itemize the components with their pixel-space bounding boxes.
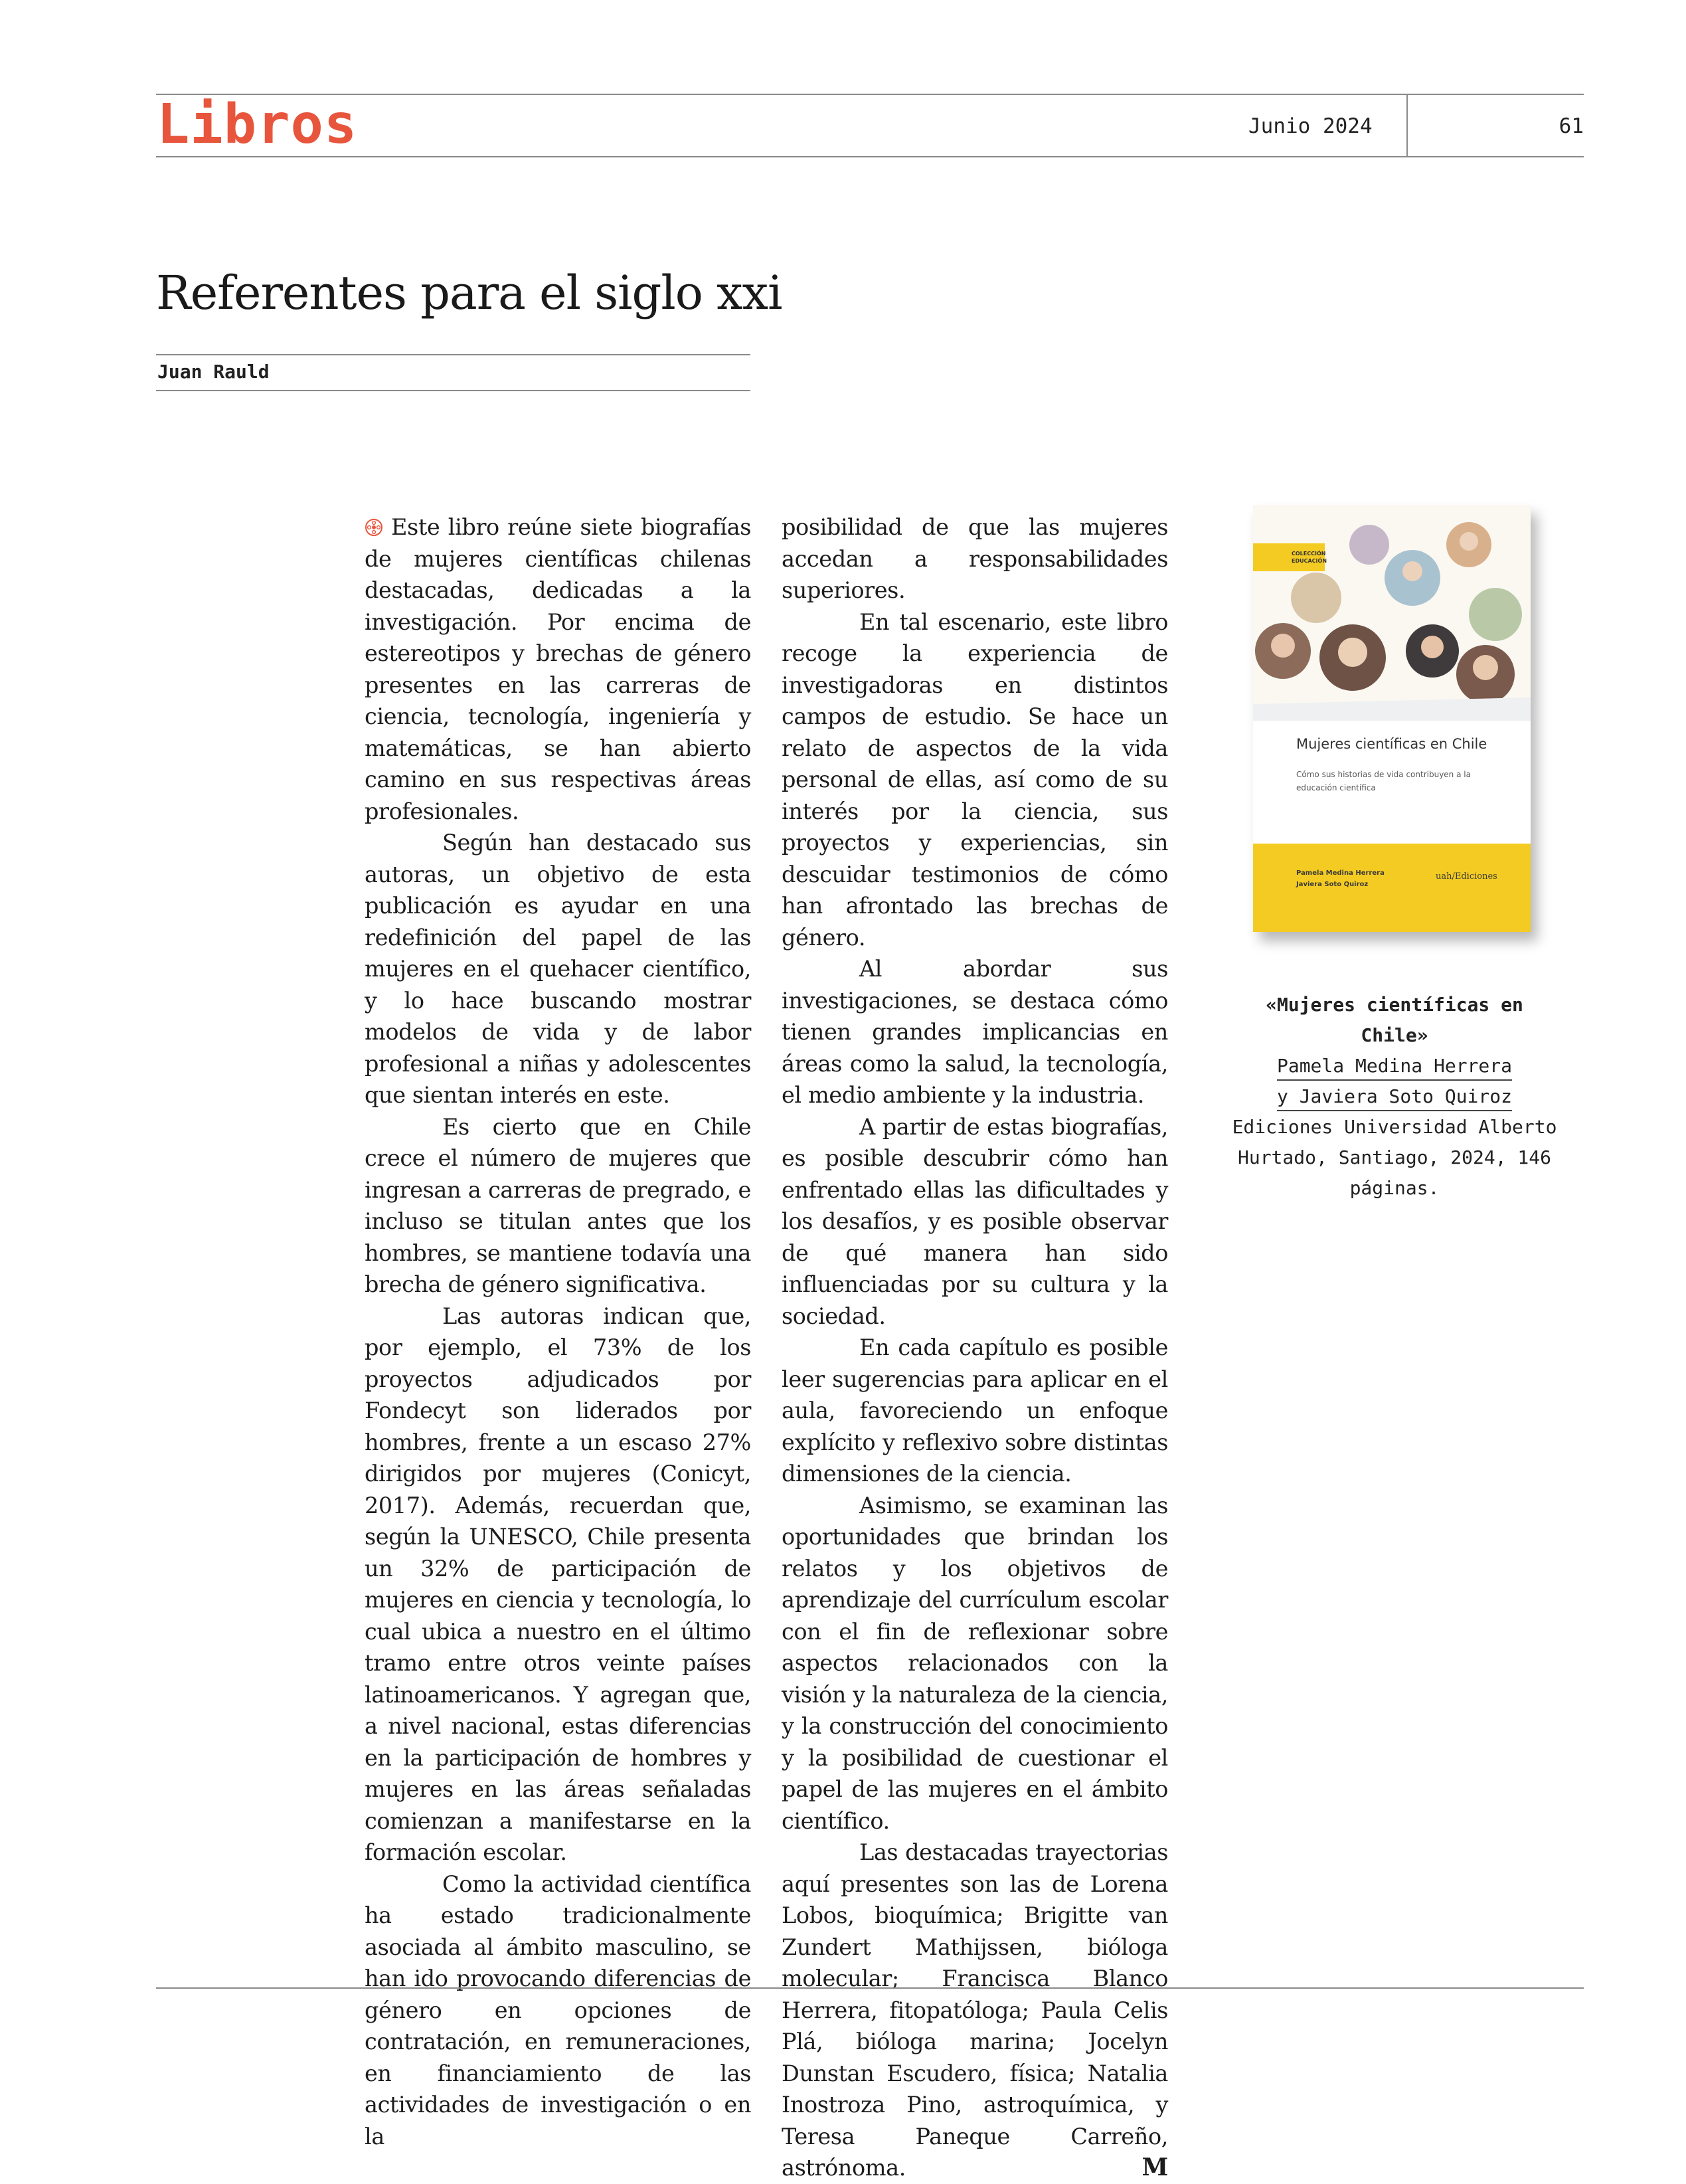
rosette-icon — [365, 518, 383, 537]
author-bottom-rule — [156, 390, 750, 391]
caption-author-line: y Javiera Soto Quiroz — [1277, 1083, 1512, 1111]
paragraph: Según han destacado sus autoras, un objetivo de esta publicación es ayudar en una redefinición del papel de las mujeres en el quehacer científico, y lo hace buscando mostrar modelos de vida y de labor profesional a niñas y adolescentes que sientan interés en este. — [365, 830, 751, 1108]
header-divider — [1406, 94, 1408, 156]
footer-rule — [156, 1987, 1584, 1989]
caption-publisher: Ediciones Universidad Alberto Hurtado, Santiago, 2024, 146 páginas. — [1232, 1116, 1557, 1199]
caption-authors — [1232, 1051, 1557, 1112]
book-cover-image — [1253, 505, 1531, 932]
paragraph: Al abordar sus investigaciones, se destaca cómo tienen grandes implicancias en áreas como la salud, la tecnología, el medio ambiente y la industria. — [782, 956, 1168, 1108]
paragraph: Asimismo, se examinan las oportunidades que brindan los relatos y los objetivos de aprendizaje del currículum escolar con el fin de reflexionar sobre aspectos relacionados con la visión y la naturaleza de la ciencia, y la construcción del conocimiento y la posibilidad de cuestionar el papel de las mujeres en el ámbito científico. — [782, 1492, 1168, 1834]
cover-collection-label: COLECCIÓN EDUCACIÓN — [1292, 551, 1327, 564]
paragraph: Las destacadas trayectorias aquí presentes son las de Lorena Lobos, bioquímica; Brigitte van Zundert Mathijssen, bióloga molecular; Francisca Blanco Herrera, fitopatóloga; Paula Celis Plá, bióloga marina; Jocelyn Dunstan Escudero, física; Natalia Inostroza Pino, astroquímica, y Teresa Paneque Carreño, astrónoma. M — [782, 1837, 1168, 2184]
cover-subtitle: Cómo sus historias de vida contribuyen a la educación científica — [1296, 770, 1471, 792]
article-title: Referentes para el siglo xxi — [156, 266, 782, 320]
paragraph: En tal escenario, este libro recoge la experiencia de investigadoras en distintos campos de estudio. Se hace un relato de aspectos de la vida personal de ellas, así como de su interés por la ciencia, sus proyectos y experiencias, sin descuidar testimonios de cómo han afrontado las brechas de género. — [782, 608, 1168, 951]
issue-date: Junio 2024 — [1248, 114, 1373, 138]
cover-author: Javiera Soto Quiroz — [1296, 881, 1369, 888]
paragraph: Este libro reúne siete biografías de mujeres científicas chilenas destacadas, dedicadas a la investigación. Por encima de estereotipos y brechas de género presentes en las carreras de ciencia, tecnología, ingeniería y matemáticas, se han abierto camino en sus respectivas áreas profesionales. — [365, 514, 751, 824]
paragraph: En cada capítulo es posible leer sugerencias para aplicar en el aula, favoreciendo un enfoque explícito y reflexivo sobre distintas dimensiones de la ciencia. — [782, 1334, 1168, 1487]
caption-author-line: Pamela Medina Herrera — [1277, 1053, 1512, 1081]
end-mark: M — [1141, 2153, 1168, 2181]
header-bottom-rule — [156, 156, 1584, 157]
header-top-rule — [156, 94, 1584, 95]
cover-title: Mujeres científicas en Chile — [1296, 736, 1487, 752]
body-column-right — [782, 511, 1168, 2184]
cover-authors — [1296, 867, 1416, 890]
book-caption — [1232, 990, 1557, 1204]
cover-yellow-band — [1253, 844, 1531, 932]
paragraph: Es cierto que en Chile crece el número de mujeres que ingresan a carreras de pregrado, e incluso se titulan antes que los hombres, se mantiene todavía una brecha de género significativa. — [365, 1113, 751, 1297]
paragraph: A partir de estas biografías, es posible descubrir cómo han enfrentado ellas las dificultades y los desafíos, y es posible observar de qué manera han sido influenciadas por su cultura y la sociedad. — [782, 1113, 1168, 1329]
section-name: Libros — [157, 93, 358, 156]
author-top-rule — [156, 354, 750, 355]
cover-publisher-logo: uah/Ediciones — [1436, 871, 1497, 881]
paragraph: posibilidad de que las mujeres accedan a responsabilidades superiores. — [782, 514, 1168, 603]
paragraph: Las autoras indican que, por ejemplo, el 73% de los proyectos adjudicados por Fondecyt son liderados por hombres, frente a un escaso 27% dirigidos por mujeres (Conicyt, 2017). Además, recuerdan que, según la UNESCO, Chile presenta un 32% de participación de mujeres en ciencia y tecnología, lo cual ubica a nuestro en el último tramo entre otros veinte países latinoamericanos. Y agregan que, a nivel nacional, estas diferencias en la participación de hombres y mujeres en las áreas señaladas comienzan a manifestarse en la formación escolar. — [365, 1303, 751, 1865]
body-column-left — [365, 511, 751, 2152]
caption-book-title: «Mujeres científicas en Chile» — [1266, 994, 1523, 1046]
cover-illustration — [1253, 505, 1531, 721]
article-author: Juan Rauld — [157, 361, 270, 383]
page-number: 61 — [1559, 114, 1584, 138]
paragraph: Como la actividad científica ha estado tradicionalmente asociada al ámbito masculino, se han ido provocando diferencias de género en opciones de contratación, en remuneraciones, en financiamiento de las actividades de investigación o en la — [365, 1870, 751, 2149]
cover-author: Pamela Medina Herrera — [1296, 869, 1385, 877]
